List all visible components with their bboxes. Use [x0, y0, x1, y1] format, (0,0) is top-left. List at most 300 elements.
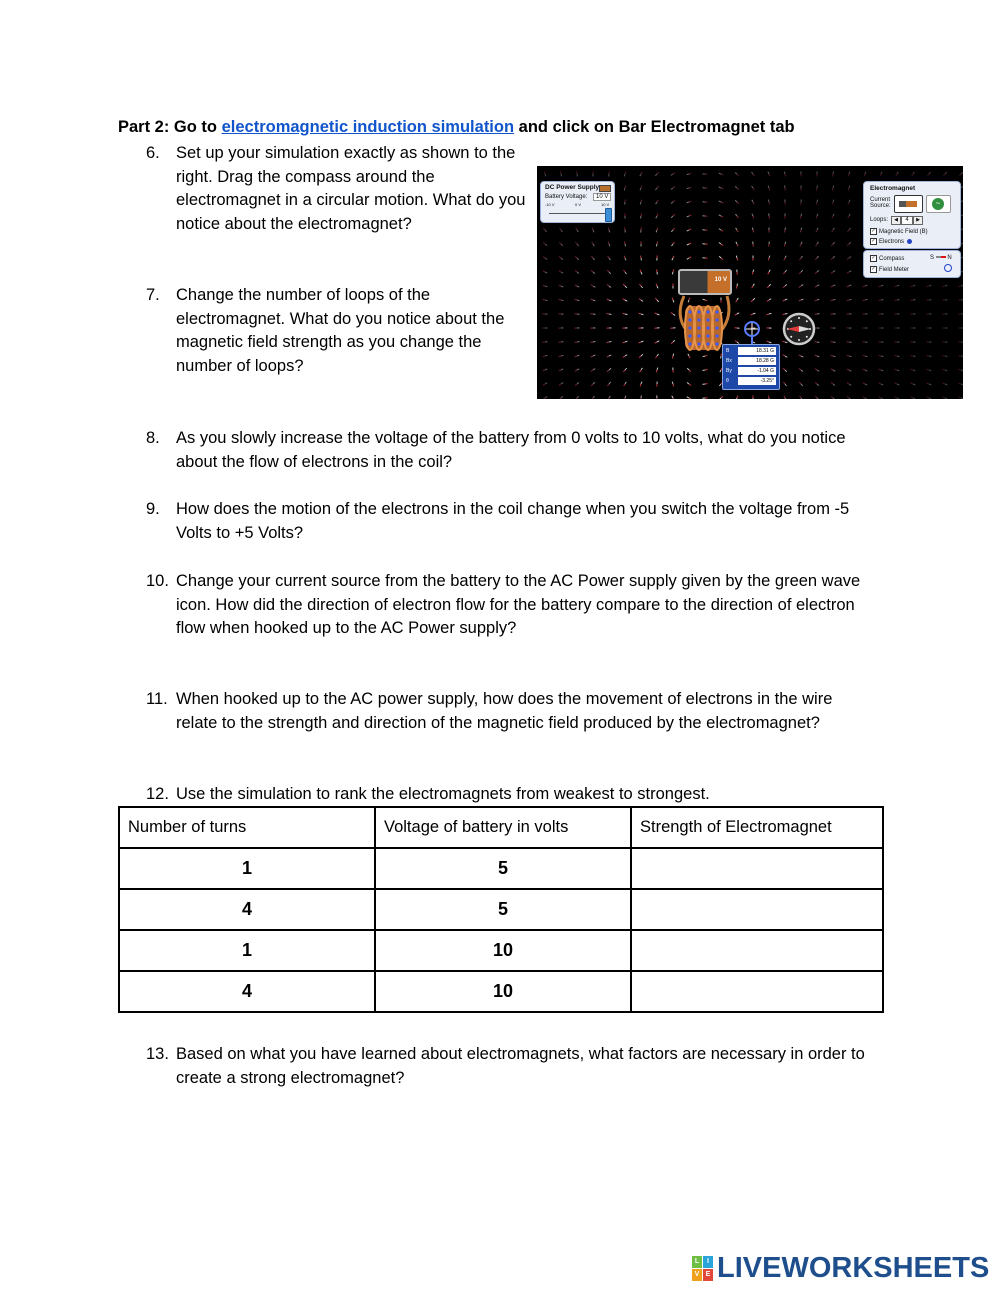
field-arrow — [641, 286, 643, 288]
cell-voltage: 10 — [375, 930, 631, 971]
electromagnet-panel — [863, 181, 961, 249]
voltage-tick-max: 10 V — [601, 202, 610, 207]
field-arrow — [913, 370, 915, 371]
field-arrow — [897, 172, 898, 174]
field-arrow — [673, 256, 674, 258]
field-arrow — [607, 270, 609, 272]
field-arrow — [769, 270, 770, 272]
field-arrow — [863, 300, 865, 301]
field-arrow — [769, 284, 771, 286]
field-arrow — [769, 256, 770, 258]
field-arrow — [721, 230, 723, 231]
meter-row-b: B 18.31 G — [726, 348, 774, 354]
field-arrow — [753, 202, 754, 204]
field-arrow — [575, 370, 577, 371]
field-arrow — [607, 285, 609, 287]
field-arrow — [752, 172, 754, 174]
question-number: 13. — [146, 1045, 169, 1063]
simulation-link[interactable]: electromagnetic induction simulation — [221, 118, 515, 136]
field-arrow — [895, 355, 897, 356]
field-arrow — [961, 257, 963, 258]
field-arrow — [831, 286, 833, 287]
field-arrow — [671, 202, 673, 204]
field-arrow — [849, 172, 850, 174]
field-arrow — [719, 187, 721, 188]
field-arrow — [911, 286, 913, 287]
field-arrow — [913, 285, 915, 286]
field-arrow — [961, 200, 963, 202]
field-arrow — [785, 370, 787, 372]
field-arrow — [815, 382, 817, 384]
field-arrow — [767, 341, 769, 342]
field-arrow — [625, 244, 626, 246]
field-arrow — [543, 299, 545, 300]
field-arrow — [785, 356, 787, 357]
magnetic-field-label: Magnetic Field (B) — [879, 229, 928, 236]
field-arrow — [559, 285, 561, 286]
field-arrow — [673, 354, 674, 356]
field-arrow — [689, 187, 691, 188]
field-arrow — [624, 242, 625, 244]
field-arrow — [607, 356, 609, 357]
field-arrow — [865, 299, 867, 300]
field-arrow — [801, 242, 802, 244]
question-text: Change the number of loops of the electromagnet. What do you notice about the magnetic field strength as you change the number of loops? — [176, 286, 505, 375]
cell-strength-input[interactable] — [631, 848, 883, 889]
field-arrow — [545, 355, 547, 356]
electron-dot — [697, 342, 700, 345]
field-arrow — [657, 214, 658, 216]
field-arrow — [815, 342, 817, 343]
field-arrow — [736, 398, 737, 399]
field-arrow — [768, 272, 769, 274]
field-arrow — [559, 384, 561, 385]
cell-voltage: 5 — [375, 848, 631, 889]
question-8 — [146, 427, 866, 477]
field-arrow — [623, 284, 625, 286]
field-arrow — [753, 298, 755, 300]
field-arrow — [865, 285, 867, 286]
field-arrow — [831, 355, 833, 356]
table-header-row — [119, 807, 883, 848]
cell-turns: 4 — [119, 889, 375, 930]
field-arrow — [721, 216, 723, 217]
field-arrow — [928, 174, 930, 176]
field-arrow — [703, 370, 706, 371]
field-arrow — [769, 299, 771, 300]
electron-dot — [706, 310, 709, 313]
table-row — [119, 930, 883, 971]
brand-name: LIVEWORKSHEETS — [717, 1252, 990, 1284]
field-arrow — [753, 342, 755, 343]
field-arrow — [785, 398, 786, 399]
field-arrow — [625, 186, 626, 188]
field-arrow — [575, 271, 577, 273]
current-source-label: Current Source: — [870, 197, 891, 209]
battery-voltage-label: Battery Voltage: — [545, 194, 588, 200]
voltage-slider-thumb[interactable] — [605, 208, 612, 222]
field-arrow — [689, 298, 690, 300]
field-arrow — [897, 370, 899, 371]
header-turns: Number of turns — [119, 807, 375, 848]
field-arrow — [831, 342, 834, 343]
ranking-table — [118, 806, 884, 1013]
field-arrow — [799, 300, 801, 301]
field-arrow — [753, 216, 754, 218]
electron-dot — [697, 334, 700, 337]
field-arrow — [785, 342, 787, 343]
field-arrow — [785, 384, 787, 386]
table-row — [119, 848, 883, 889]
field-arrow — [655, 342, 657, 343]
field-arrow — [577, 396, 579, 398]
field-arrow — [801, 398, 802, 399]
field-arrow — [785, 284, 787, 286]
field-arrow — [657, 368, 658, 370]
magnetic-field-checkbox[interactable] — [870, 228, 928, 235]
field-arrow — [624, 174, 625, 176]
compass-tick — [798, 339, 800, 341]
field-arrow — [831, 300, 833, 301]
battery[interactable] — [678, 269, 732, 295]
field-arrow — [913, 300, 916, 301]
field-arrow — [863, 369, 865, 370]
field-arrow — [895, 397, 897, 398]
electron-icon — [907, 239, 912, 244]
field-arrow — [817, 370, 819, 371]
cell-turns: 1 — [119, 848, 375, 889]
field-arrow — [831, 258, 833, 260]
field-arrow — [801, 214, 802, 216]
field-arrow — [863, 397, 865, 399]
field-arrow — [737, 286, 738, 289]
field-arrow — [657, 242, 658, 244]
field-arrow — [559, 242, 561, 244]
field-arrow — [625, 314, 627, 315]
question-number: 6. — [146, 144, 160, 162]
question-13 — [146, 1043, 886, 1093]
field-arrow — [897, 384, 899, 385]
check-icon: ✓ — [871, 266, 876, 272]
field-arrow — [897, 285, 899, 286]
field-arrow — [641, 368, 642, 370]
field-arrow — [656, 244, 657, 246]
field-arrow — [783, 355, 785, 356]
field-arrow — [656, 284, 657, 286]
field-arrow — [865, 356, 867, 357]
question-text: How does the motion of the electrons in the coil change when you switch the voltage from -5 Volts to +5 Volts? — [176, 500, 850, 542]
field-arrow — [768, 258, 769, 260]
field-arrow — [561, 300, 563, 301]
field-arrow — [831, 383, 833, 385]
field-arrow — [833, 398, 835, 399]
voltage-tick-mid: 0 V — [575, 202, 582, 207]
field-arrow — [591, 370, 593, 371]
compass-tick — [790, 336, 792, 338]
field-arrow — [639, 342, 641, 343]
electron-dot — [688, 310, 691, 313]
loops-decrement-button[interactable]: ◀ — [891, 216, 901, 225]
field-arrow — [623, 313, 625, 314]
field-arrow — [657, 200, 658, 202]
field-arrow — [577, 355, 579, 356]
field-arrow — [673, 228, 675, 230]
field-arrow — [609, 230, 610, 232]
cell-strength-input[interactable] — [631, 971, 883, 1012]
field-arrow — [929, 384, 931, 385]
field-arrow — [783, 272, 785, 274]
field-arrow — [591, 285, 593, 286]
field-arrow — [833, 228, 834, 230]
field-arrow — [751, 314, 753, 315]
field-arrow — [672, 272, 673, 274]
meter-row-bx: Bx 18.28 G — [726, 358, 774, 364]
field-arrow — [863, 383, 865, 384]
electrons-checkbox[interactable] — [870, 238, 912, 245]
field-arrow — [849, 299, 851, 300]
dc-panel-title: DC Power Supply — [545, 184, 600, 191]
field-arrow — [864, 174, 865, 176]
field-arrow — [927, 286, 929, 287]
compass-legend-s: S — [930, 255, 935, 261]
field-arrow — [737, 298, 738, 300]
field-arrow — [785, 242, 786, 244]
field-arrow — [737, 188, 739, 190]
field-arrow — [833, 342, 836, 343]
field-meter-readout[interactable] — [722, 344, 780, 390]
field-arrow — [641, 172, 642, 174]
field-meter-label: Field Meter — [879, 267, 910, 274]
field-arrow — [961, 384, 963, 385]
field-arrow — [575, 398, 577, 399]
field-arrow — [609, 314, 612, 315]
field-arrow — [641, 354, 643, 356]
field-arrow — [833, 242, 835, 244]
compass-checkbox[interactable] — [870, 255, 904, 262]
field-arrow — [897, 398, 899, 399]
field-arrow — [848, 202, 849, 204]
field-arrow — [705, 355, 707, 356]
field-arrow — [607, 299, 609, 300]
field-arrow — [880, 174, 881, 176]
field-arrow — [688, 300, 689, 302]
field-arrow — [783, 368, 785, 370]
field-arrow — [625, 272, 627, 274]
field-arrow — [673, 398, 674, 399]
field-arrow — [561, 383, 563, 384]
field-arrow — [961, 229, 963, 230]
cell-strength-input[interactable] — [631, 930, 883, 971]
field-arrow — [927, 356, 930, 357]
question-text: Set up your simulation exactly as shown to the right. Drag the compass around the electromagnet in a circular motion. What do you notice about the electromagnet? — [176, 144, 526, 233]
field-arrow — [847, 383, 849, 384]
field-arrow — [817, 214, 818, 216]
field-arrow — [817, 270, 819, 272]
field-arrow — [593, 286, 595, 287]
field-arrow — [719, 243, 721, 245]
field-arrow — [671, 174, 673, 175]
field-arrow — [879, 397, 881, 398]
field-arrow — [577, 286, 579, 287]
field-arrow — [831, 244, 833, 246]
field-arrow — [881, 398, 883, 399]
header-strength: Strength of Electromagnet — [631, 807, 883, 848]
field-arrow — [847, 258, 849, 260]
field-arrow — [881, 370, 883, 371]
field-arrow — [945, 398, 947, 399]
meter-row-theta: θ -3.25° — [726, 378, 774, 384]
field-arrow — [577, 244, 579, 246]
field-arrow — [849, 398, 851, 399]
question-text: When hooked up to the AC power supply, how does the movement of electrons in the wire relate to the strength and direction of the magnetic field produced by the electromagnet? — [176, 690, 833, 732]
field-arrow — [721, 188, 723, 189]
field-arrow — [943, 369, 945, 370]
voltage-slider-track[interactable] — [549, 213, 607, 214]
field-arrow — [847, 300, 849, 301]
field-meter-checkbox[interactable] — [870, 266, 909, 273]
field-arrow — [641, 258, 642, 260]
battery-mini-icon — [599, 185, 611, 192]
battery-voltage-value: 10 V — [593, 193, 611, 201]
field-arrow — [785, 228, 786, 231]
field-arrow — [609, 300, 611, 301]
ac-source-button[interactable] — [926, 195, 951, 213]
field-arrow — [832, 188, 833, 190]
field-arrow — [545, 383, 547, 384]
battery-icon — [899, 201, 917, 207]
field-arrow — [847, 369, 849, 370]
loops-increment-button[interactable]: ▶ — [913, 216, 923, 225]
field-arrow — [735, 200, 737, 202]
field-arrow — [849, 356, 851, 357]
field-arrow — [609, 272, 611, 274]
field-arrow — [783, 286, 785, 288]
field-arrow — [609, 244, 610, 246]
field-arrow — [752, 228, 753, 230]
field-arrow — [593, 382, 595, 384]
cell-strength-input[interactable] — [631, 889, 883, 930]
field-arrow — [560, 228, 562, 230]
field-arrow — [624, 256, 625, 258]
field-arrow — [719, 173, 721, 174]
field-arrow — [624, 188, 625, 190]
field-arrow — [623, 299, 625, 300]
field-arrow — [897, 356, 899, 357]
field-arrow — [657, 300, 659, 302]
field-arrow — [799, 355, 801, 356]
field-arrow — [849, 242, 851, 244]
field-arrow — [687, 368, 689, 370]
field-arrow — [591, 342, 593, 343]
field-arrow — [657, 314, 659, 315]
field-arrow — [561, 355, 563, 356]
field-arrow — [833, 384, 835, 386]
field-arrow — [624, 384, 625, 386]
field-arrow — [639, 356, 641, 358]
field-arrow — [608, 228, 609, 230]
field-arrow — [961, 186, 963, 188]
field-arrow — [641, 214, 642, 216]
field-arrow — [816, 216, 817, 218]
field-arrow — [784, 396, 785, 398]
field-arrow — [673, 214, 675, 216]
field-arrow — [911, 383, 913, 384]
field-arrow — [849, 384, 851, 385]
field-arrow — [816, 202, 817, 204]
compass-legend-n: N — [947, 255, 952, 261]
field-arrow — [639, 299, 641, 300]
field-arrow — [687, 258, 689, 259]
field-arrow — [737, 313, 739, 314]
field-arrow — [543, 370, 545, 371]
field-arrow — [799, 369, 801, 371]
field-arrow — [959, 286, 961, 287]
field-arrow — [815, 258, 817, 260]
field-arrow — [831, 272, 833, 273]
field-arrow — [673, 314, 675, 315]
field-arrow — [720, 370, 721, 372]
part-2-heading — [118, 118, 795, 137]
field-arrow — [767, 314, 769, 315]
field-arrow — [641, 314, 643, 315]
field-arrow — [833, 172, 834, 175]
field-arrow — [768, 186, 769, 188]
field-arrow — [592, 228, 593, 230]
electron-dot — [706, 318, 709, 321]
field-arrow — [929, 398, 931, 399]
battery-source-button[interactable] — [894, 195, 923, 213]
field-arrow — [753, 313, 755, 314]
cell-turns: 1 — [119, 930, 375, 971]
field-arrow — [625, 341, 627, 342]
field-arrow — [736, 242, 737, 244]
electron-dot — [688, 326, 691, 329]
field-arrow — [577, 342, 580, 343]
field-arrow — [689, 243, 691, 244]
field-arrow — [767, 286, 769, 288]
field-arrow — [689, 370, 691, 372]
compass-needle-mini-icon — [936, 256, 946, 258]
field-arrow — [800, 396, 801, 398]
field-arrow — [687, 397, 689, 398]
question-number: 8. — [146, 429, 160, 447]
field-arrow — [737, 230, 738, 232]
question-text: Use the simulation to rank the electromagnets from weakest to strongest. — [176, 785, 710, 803]
field-arrow — [751, 300, 753, 302]
field-arrow — [816, 244, 817, 246]
field-arrow — [721, 202, 723, 203]
field-arrow — [624, 398, 625, 399]
field-arrow — [577, 258, 579, 260]
field-arrow — [671, 342, 673, 344]
field-arrow — [608, 242, 609, 244]
table-row — [119, 971, 883, 1012]
field-arrow — [736, 300, 737, 302]
field-arrow — [655, 188, 657, 190]
field-arrow — [721, 396, 723, 398]
loops-value: 4 — [901, 216, 913, 225]
field-arrow — [687, 174, 689, 175]
field-arrow — [577, 230, 578, 232]
field-arrow — [671, 230, 673, 232]
field-arrow — [671, 313, 673, 314]
question-number: 9. — [146, 500, 160, 518]
table-row — [119, 889, 883, 930]
field-arrow — [911, 397, 913, 398]
field-arrow — [817, 299, 819, 300]
field-arrow — [879, 369, 881, 370]
field-arrow — [687, 244, 689, 245]
